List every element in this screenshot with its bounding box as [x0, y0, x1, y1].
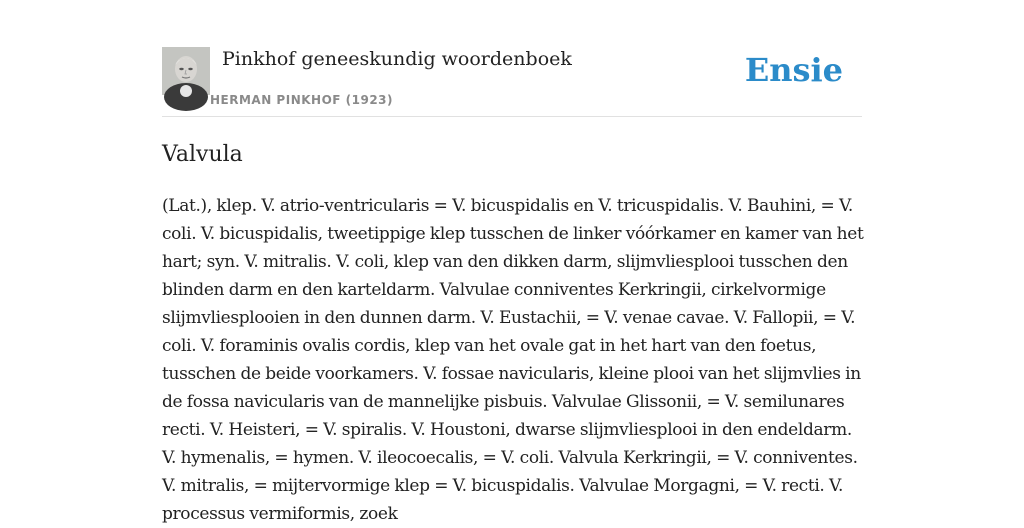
- author-portrait-icon: [162, 47, 210, 95]
- entry-body: (Lat.), klep. V. atrio-ventricularis = V. bicuspidalis en V. tricuspidalis. V. Bauhini, = V. coli. V. bicuspidalis, tweetippige klep tusschen de linker vóórkamer en kamer van het hart; syn. V. mitralis. V. coli, klep van den dikken darm, slijmvliesplooi tusschen den blinden darm en den karteldarm. Valvulae conniventes Kerkringii, cirkelvormige slijmvliesplooien in den dunnen darm. V. Eustachii, = V. venae cavae. V. Fallopii, = V. coli. V. foraminis ovalis cordis, klep van het ovale gat in het hart van den foetus, tusschen de beide voorkamers. V. fossae navicularis, kleine plooi van het slijmvlies in de fossa navicularis van de mannelijke pisbuis. Valvulae Glissonii, = V. semilunares recti. V. Heisteri, = V. spiralis. V. Houstoni, dwarse slijmvliesplooi in den endeldarm. V. hymenalis, = hymen. V. ileocoecalis, = V. coli. Valvula Kerkringii, = V. conniventes. V. mitralis, = mijtervormige klep = V. bicuspidalis. Valvulae Morgagni, = V. recti. V. processus vermiformis, zoek: [162, 196, 864, 524]
- entry-title: Valvula: [162, 142, 243, 167]
- header: [162, 46, 862, 117]
- ensie-logo-link[interactable]: Ensie: [744, 51, 843, 89]
- book-title-link[interactable]: Pinkhof geneeskundig woordenboek: [222, 48, 572, 70]
- author-avatar: [162, 47, 210, 95]
- author-label: HERMAN PINKHOF (1923): [210, 93, 394, 107]
